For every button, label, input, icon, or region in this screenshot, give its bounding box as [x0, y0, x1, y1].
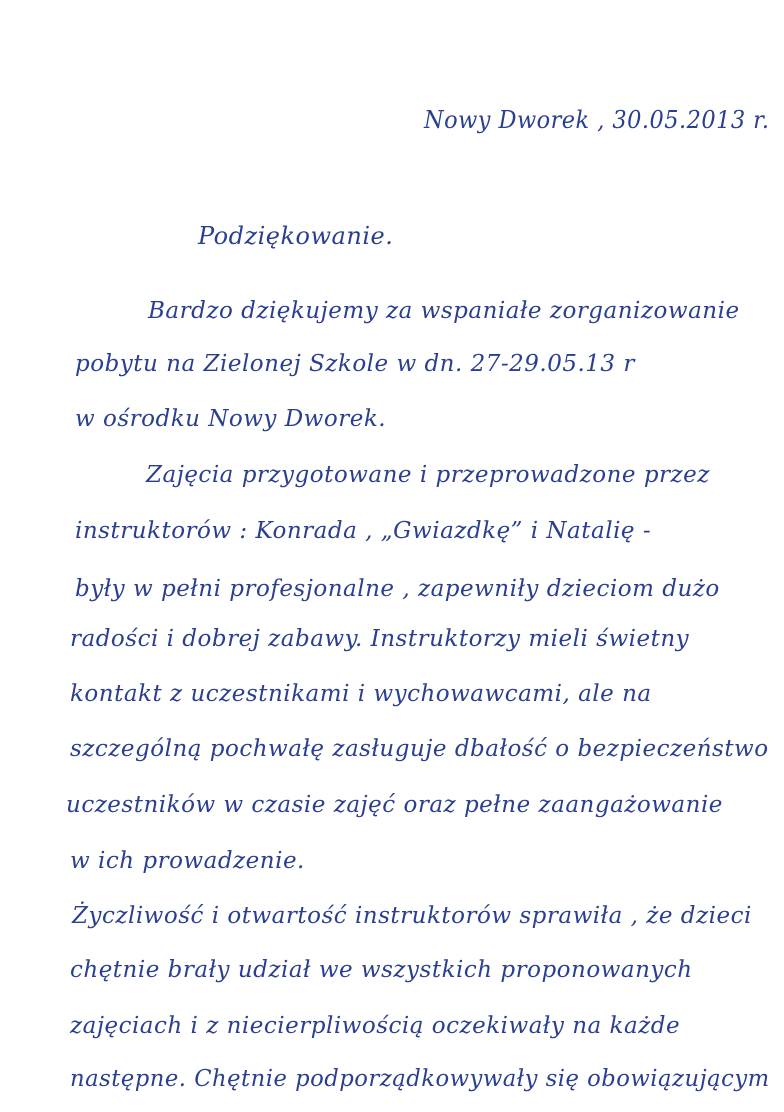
letter-line-11: w ich prowadzenie. [70, 848, 305, 874]
letter-line-6: były w pełni profesjonalne , zapewniły dzieciom dużo [75, 576, 720, 602]
letter-line-1: Bardzo dziękujemy za wspaniałe zorganizowanie [148, 298, 740, 324]
letter-line-7: radości i dobrej zabawy. Instruktorzy mieli świetny [70, 626, 690, 652]
letter-line-5: instruktorów : Konrada , „Gwiazdkę” i Natalię - [75, 518, 652, 544]
letter-line-8: kontakt z uczestnikami i wychowawcami, ale na [70, 681, 652, 707]
letter-heading: Podziękowanie. [198, 222, 394, 250]
letter-line-15: następne. Chętnie podporządkowywały się obowiązującym [70, 1066, 770, 1092]
letter-line-9: szczególną pochwałę zasługuje dbałość o bezpieczeństwo [70, 736, 769, 762]
letter-line-12: Życzliwość i otwartość instruktorów sprawiła , że dzieci [72, 903, 752, 929]
letter-line-2: pobytu na Zielonej Szkole w dn. 27-29.05.13 r [75, 351, 635, 377]
letter-line-14: zajęciach i z niecierpliwością oczekiwały na każde [70, 1013, 681, 1039]
letter-line-3: w ośrodku Nowy Dworek. [75, 406, 387, 432]
letter-line-10: uczestników w czasie zajęć oraz pełne zaangażowanie [66, 792, 723, 818]
letter-line-13: chętnie brały udział we wszystkich proponowanych [70, 957, 693, 983]
letter-line-4: Zajęcia przygotowane i przeprowadzone przez [146, 462, 710, 488]
letter-date: Nowy Dworek , 30.05.2013 r. [424, 106, 770, 134]
